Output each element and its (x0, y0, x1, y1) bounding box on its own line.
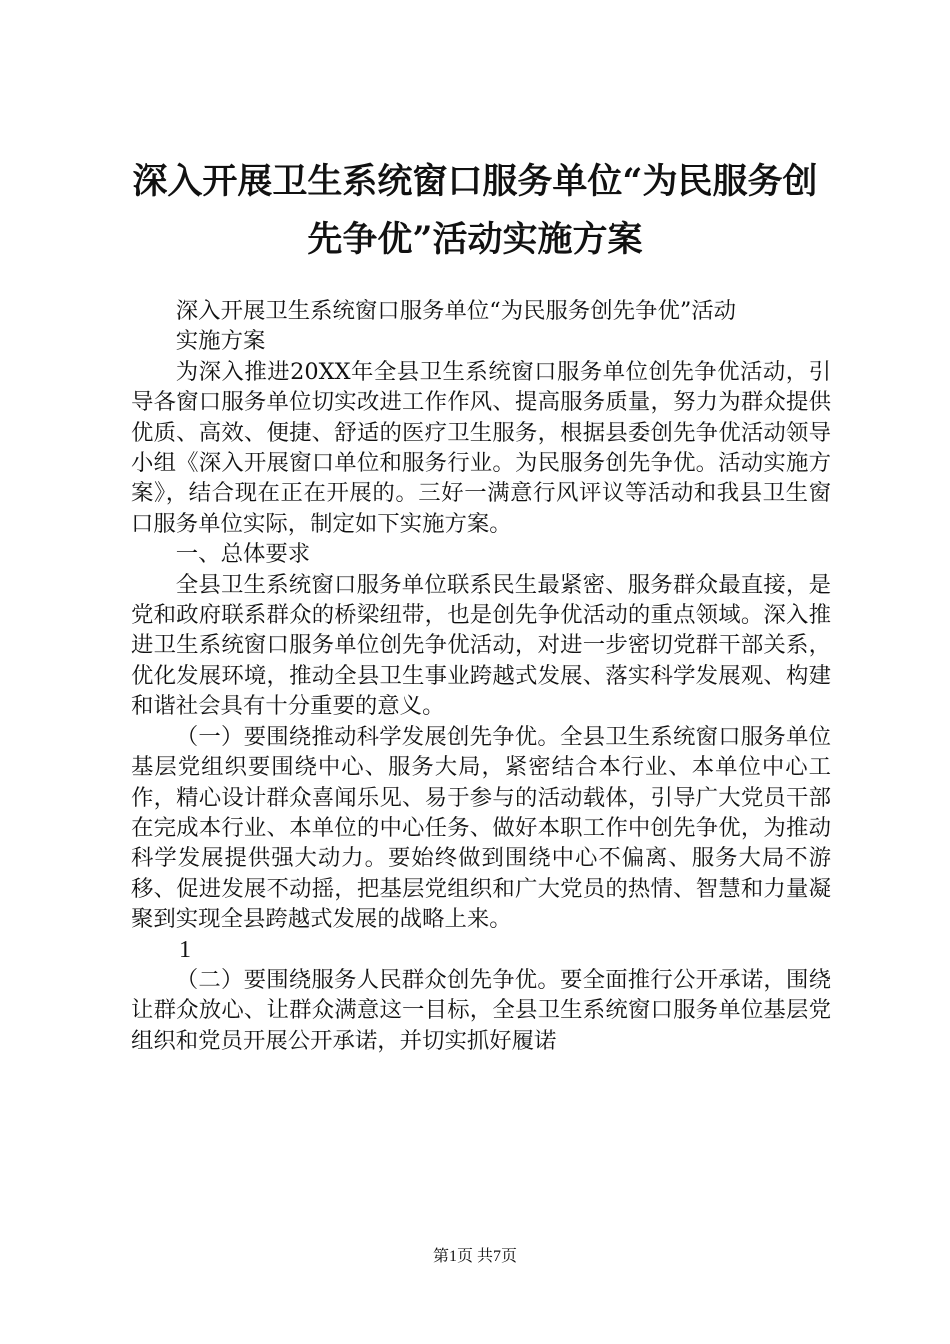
section-heading-general-requirements: 一、总体要求 (175, 541, 311, 568)
paragraph-intro: 为深入推进20XX年全县卫生系统窗口服务单位创先争优活动，引导各窗口服务单位切实改进工作作风、提高服务质量，努力为群众提供优质、高效、便捷、舒适的医疗卫生服务，根据县委创先争优活动领导小组《深入开展窗口单位和服务行业。为民服务创先争优。活动实施方案》，结合现在正在开展的。三好一满意行风评议等活动和我县卫生窗口服务单位实际，制定如下实施方案。 (131, 358, 831, 537)
paragraph-point-one: （一）要围绕推动科学发展创先争优。全县卫生系统窗口服务单位基层党组织要围绕中心、服务大局，紧密结合本行业、本单位中心工作，精心设计群众喜闻乐见、易于参与的活动载体，引导广大党员干部在完成本行业、本单位的中心任务、做好本职工作中创先争优，为推动科学发展提供强大动力。要始终做到围绕中心不偏离、服务大局不游移、促进发展不动摇，把基层党组织和广大党员的热情、智慧和力量凝聚到实现全县跨越式发展的战略上来。 (131, 723, 831, 933)
paragraph-point-two: （二）要围绕服务人民群众创先争优。要全面推行公开承诺，围绕让群众放心、让群众满意这一目标，全县卫生系统窗口服务单位基层党组织和党员开展公开承诺，并切实抓好履诺 (131, 966, 831, 1054)
paragraph-subtitle-plan: 实施方案 (175, 328, 266, 355)
document-body (131, 296, 831, 1056)
paragraph-subtitle-line: 深入开展卫生系统窗口服务单位“为民服务创先争优”活动 (175, 298, 737, 324)
document-title: 深入开展卫生系统窗口服务单位“为民服务创先争优”活动实施方案 (132, 161, 818, 260)
inline-page-number: 1 (179, 936, 191, 963)
page-footer: 第1页 共7页 (432, 1248, 517, 1265)
paragraph-general-requirements: 全县卫生系统窗口服务单位联系民生最紧密、服务群众最直接，是党和政府联系群众的桥梁纽带，也是创先争优活动的重点领域。深入推进卫生系统窗口服务单位创先争优活动，对进一步密切党群干部关系，优化发展环境，推动全县卫生事业跨越式发展、落实科学发展观、构建和谐社会具有十分重要的意义。 (131, 571, 831, 720)
